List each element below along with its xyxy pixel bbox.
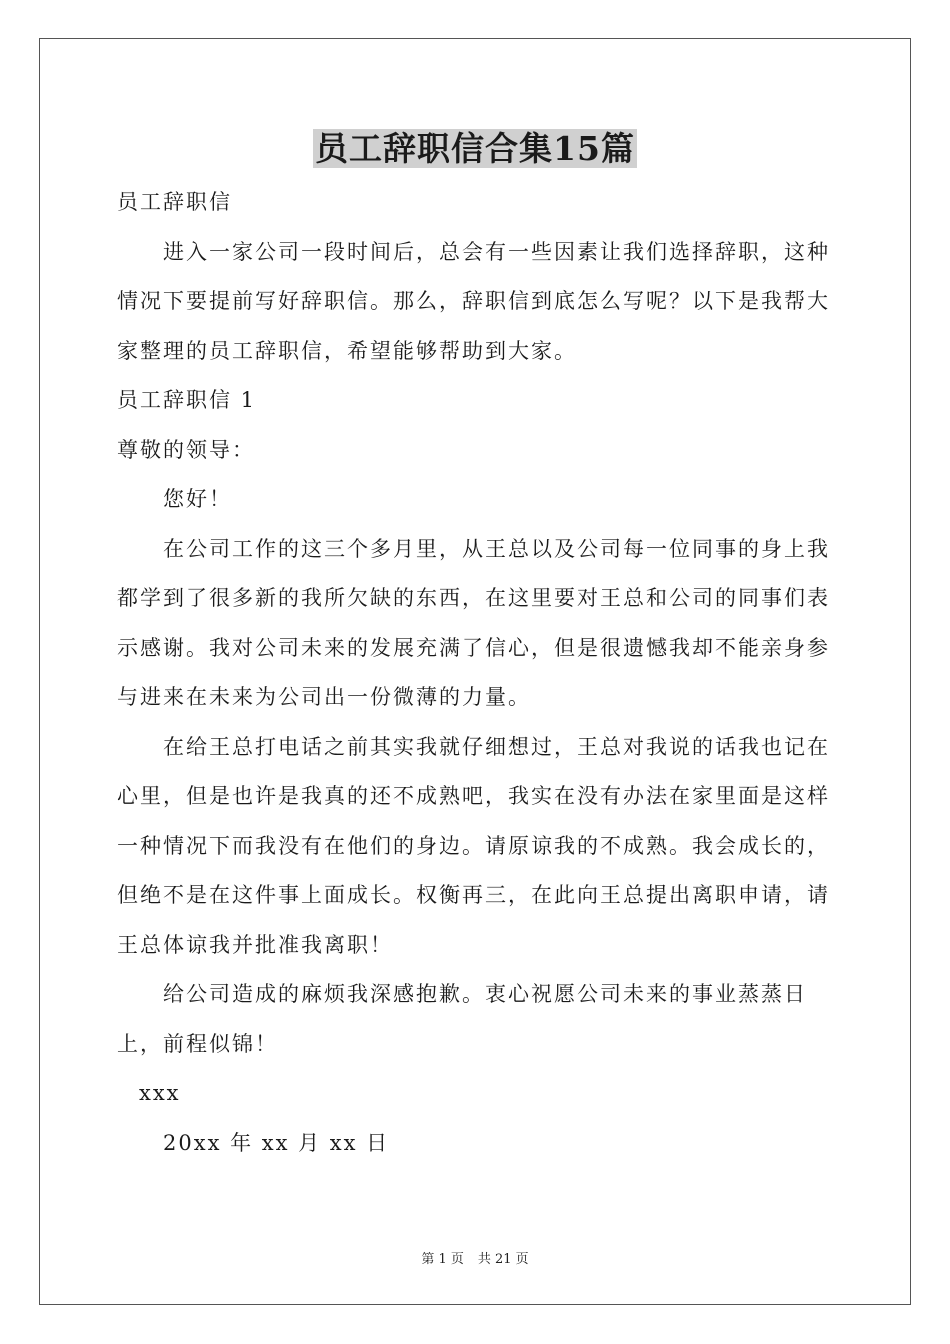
page-total: 共 21 页 — [477, 1252, 529, 1267]
body-paragraph: 在公司工作的这三个多月里，从王总以及公司每一位同事的身上我都学到了很多新的我所欠缺的东西，在这里要对王总和公司的同事们表示感谢。我对公司未来的发展充满了信心，但是很遗憾我却不能亲身参与进来在未来为公司出一份微薄的力量。 — [117, 536, 830, 709]
signature: xxx — [139, 1081, 181, 1105]
document-title-text: 员工辞职信合集15篇 — [315, 129, 635, 168]
intro-paragraph: 进入一家公司一段时间后，总会有一些因素让我们选择辞职，这种情况下要提前写好辞职信。那么，辞职信到底怎么写呢？以下是我帮大家整理的员工辞职信，希望能够帮助到大家。 — [117, 239, 830, 363]
greeting: 您好！ — [163, 487, 232, 511]
body-paragraph: 在给王总打电话之前其实我就仔细想过，王总对我说的话我也记在心里，但是也许是我真的还不成熟吧，我实在没有办法在家里面是这样一种情况下而我没有在他们的身边。请原谅我的不成熟。我会成长的，但绝不是在这件事上面成长。权衡再三，在此向王总提出离职申请，请王总体谅我并批准我离职！ — [117, 734, 830, 957]
letter-heading: 员工辞职信 1 — [117, 388, 257, 412]
closing-paragraph: 给公司造成的麻烦我深感抱歉。衷心祝愿公司未来的事业蒸蒸日上，前程似锦！ — [117, 982, 807, 1056]
page-footer — [0, 1248, 950, 1267]
document-body — [117, 178, 833, 1168]
salutation: 尊敬的领导： — [117, 437, 255, 462]
section-heading: 员工辞职信 — [117, 190, 232, 214]
page-number: 第 1 页 — [421, 1252, 464, 1267]
document-title — [0, 128, 950, 170]
letter-date: 20xx 年 xx 月 xx 日 — [163, 1130, 390, 1155]
